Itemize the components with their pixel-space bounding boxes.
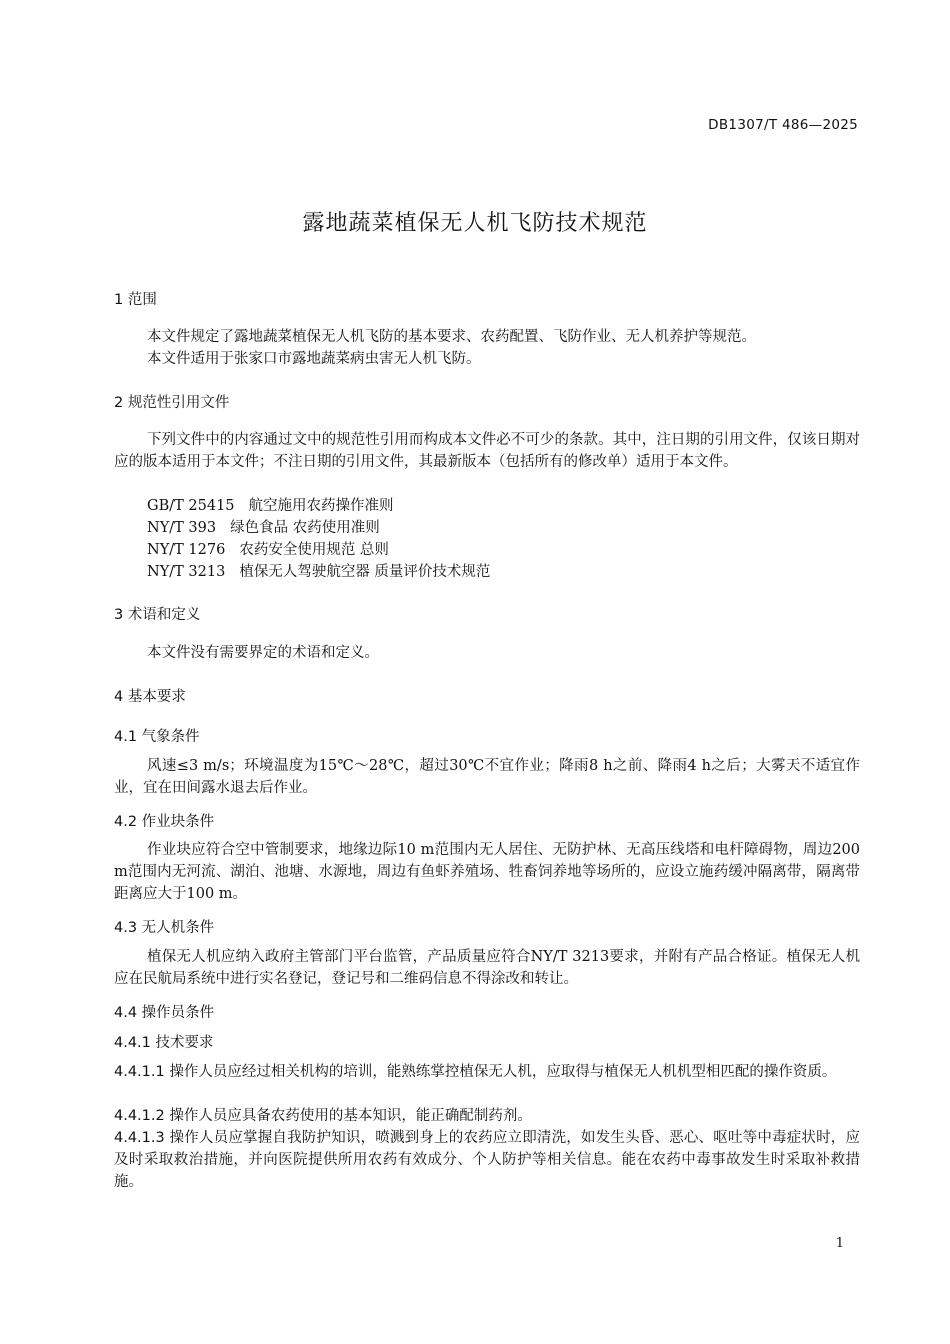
paragraph: 风速≤3 m/s；环境温度为15℃～28℃，超过30℃不宜作业；降雨8 h之前、降雨4 h之后；大雾天不适宜作业，宜在田间露水退去后作业。 <box>114 758 860 796</box>
paragraph: 下列文件中的内容通过文中的规范性引用而构成本文件必不可少的条款。其中，注日期的引用文件，仅该日期对应的版本适用于本文件；不注日期的引用文件，其最新版本（包括所有的修改单）适用于本文件。 <box>114 432 860 470</box>
clause-number: 4.4.1.2 <box>114 1108 165 1124</box>
paragraph: 作业块应符合空中管制要求，地缘边际10 m范围内无人居住、无防护林、无高压线塔和电杆障碍物，周边200 m范围内无河流、湖泊、池塘、水源地，周边有鱼虾养殖场、牲畜饲养地等场所的，应设立施药缓冲隔离带，隔离带距离应大于100 m。 <box>114 842 860 902</box>
reference-code: NY/T 1276 <box>147 542 226 558</box>
clause <box>114 1061 860 1083</box>
reference-name: 农药安全使用规范 总则 <box>239 542 389 558</box>
reference-code: NY/T 3213 <box>147 564 226 580</box>
reference-item <box>147 561 490 583</box>
reference-code: NY/T 393 <box>147 520 217 536</box>
reference-item <box>147 539 389 561</box>
clause-text: 操作人员应具备农药使用的基本知识，能正确配制药剂。 <box>169 1108 532 1124</box>
clause-number: 4.4.1.3 <box>114 1130 165 1146</box>
subsection-heading-field: 4.2 作业块条件 <box>114 814 215 830</box>
section-heading-terms: 3 术语和定义 <box>114 607 201 623</box>
reference-name: 航空施用农药操作准则 <box>248 498 394 514</box>
paragraph: 本文件规定了露地蔬菜植保无人机飞防的基本要求、农药配置、飞防作业、无人机养护等规范。 <box>147 329 756 345</box>
subsection-heading-technical: 4.4.1 技术要求 <box>114 1035 214 1051</box>
reference-code: GB/T 25415 <box>147 498 235 514</box>
subsection-heading-drone: 4.3 无人机条件 <box>114 920 215 936</box>
section-heading-scope: 1 范围 <box>114 292 157 308</box>
subsection-heading-weather: 4.1 气象条件 <box>114 729 200 745</box>
page-title: 露地蔬菜植保无人机飞防技术规范 <box>302 211 648 236</box>
section-heading-normative-references: 2 规范性引用文件 <box>114 395 230 411</box>
subsection-heading-operator: 4.4 操作员条件 <box>114 1005 215 1021</box>
clause-text: 操作人员应掌握自我防护知识，喷溅到身上的农药应立即清洗，如发生头昏、恶心、呕吐等中毒症状时，应及时采取救治措施，并向医院提供所用农药有效成分、个人防护等相关信息。能在农药中毒事故发生时采取补救措施。 <box>114 1130 861 1190</box>
clause <box>114 1127 860 1193</box>
reference-item <box>147 517 380 539</box>
reference-name: 绿色食品 农药使用准则 <box>230 520 380 536</box>
section-heading-basic-requirements: 4 基本要求 <box>114 689 186 705</box>
paragraph: 本文件没有需要界定的术语和定义。 <box>147 645 379 661</box>
clause-text: 操作人员应经过相关机构的培训，能熟练掌控植保无人机，应取得与植保无人机机型相匹配的操作资质。 <box>169 1064 837 1080</box>
clause-number: 4.4.1.1 <box>114 1064 165 1080</box>
page-number: 1 <box>835 1236 844 1251</box>
reference-item <box>147 495 394 517</box>
paragraph: 植保无人机应纳入政府主管部门平台监管，产品质量应符合NY/T 3213要求，并附有产品合格证。植保无人机应在民航局系统中进行实名登记，登记号和二维码信息不得涂改和转让。 <box>114 949 860 987</box>
reference-name: 植保无人驾驶航空器 质量评价技术规范 <box>239 564 491 580</box>
clause <box>114 1105 860 1127</box>
document-code: DB1307/T 486—2025 <box>708 117 858 133</box>
paragraph: 本文件适用于张家口市露地蔬菜病虫害无人机飞防。 <box>147 351 481 367</box>
